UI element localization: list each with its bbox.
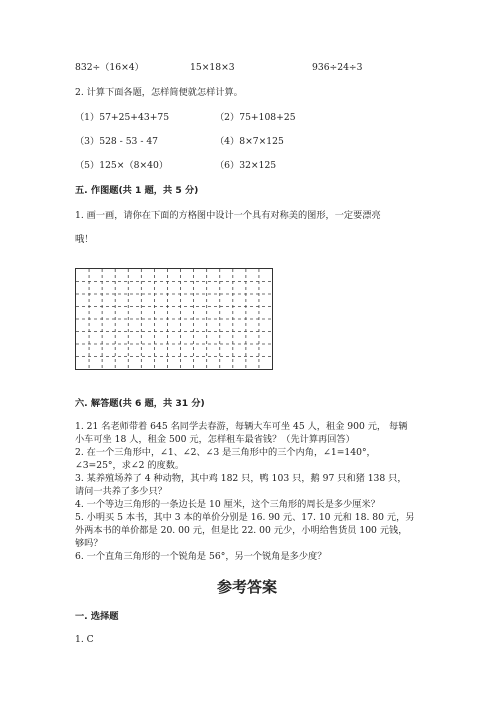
answers-subheading: 一. 选择题 bbox=[75, 611, 119, 622]
expression-3: 936÷24÷3 bbox=[312, 62, 363, 73]
grid-lines bbox=[76, 269, 272, 369]
section-5-heading: 五. 作图题(共 1 题，共 5 分) bbox=[75, 185, 199, 196]
answer-line-2: 小车可坐 18 人，租金 500 元，怎样租车最省钱？（先计算再回答） bbox=[75, 434, 355, 445]
calc-item-3: （3）528 - 53 - 47 bbox=[75, 136, 159, 147]
answer-line-11: 6. 一个直角三角形的一个锐角是 56°，另一个锐角是多少度？ bbox=[75, 551, 327, 562]
calc-item-4: （4）8×7×125 bbox=[215, 136, 284, 147]
section-5-question-line-1: 1. 画一画，请你在下面的方格图中设计一个具有对称美的图形，一定要漂亮 bbox=[75, 210, 381, 221]
expression-1: 832÷（16×4） bbox=[75, 62, 144, 73]
section-5-question-line-2: 哦！ bbox=[75, 234, 94, 245]
answer-line-4: ∠3=25°，求∠2 的度数。 bbox=[75, 460, 185, 471]
expression-2: 15×18×3 bbox=[190, 62, 235, 73]
calc-item-6: （6）32×125 bbox=[215, 160, 277, 171]
answer-1: 1. C bbox=[75, 634, 94, 645]
question-2-prompt: 2. 计算下面各题，怎样简便就怎样计算。 bbox=[75, 87, 243, 98]
calc-item-5: （5）125×（8×40） bbox=[75, 160, 169, 171]
answers-title: 参考答案 bbox=[217, 578, 278, 596]
answer-line-7: 4. 一个等边三角形的一条边长是 10 厘米，这个三角形的周长是多少厘米？ bbox=[75, 499, 380, 510]
answer-line-1: 1. 21 名老师带着 645 名同学去春游，每辆大车可坐 45 人，租金 900 元， 每辆 bbox=[75, 421, 408, 432]
answer-line-8: 5. 小明买 5 本书，其中 3 本的单价分别是 16. 90 元、17. 10 元和 18. 80 元，另 bbox=[75, 512, 415, 523]
answer-line-10: 够吗？ bbox=[75, 538, 103, 549]
answer-line-5: 3. 某养殖场养了 4 种动物，其中鸡 182 只，鸭 103 只，鹅 97 只和猪 138 只， bbox=[75, 473, 407, 484]
answer-line-9: 外两本书的单价都是 20. 00 元，但是比 22. 00 元少，小明给售货员 100 元钱， bbox=[75, 525, 408, 536]
calc-item-1: （1）57+25+43+75 bbox=[75, 112, 170, 123]
calc-item-2: （2）75+108+25 bbox=[215, 112, 296, 123]
answer-line-3: 2. 在一个三角形中，∠1、∠2、∠3 是三角形中的三个内角，∠1=140°， bbox=[75, 447, 376, 458]
answer-line-6: 请问一共养了多少只？ bbox=[75, 486, 167, 497]
drawing-grid[interactable] bbox=[75, 268, 273, 370]
section-6-heading: 六. 解答题(共 6 题，共 31 分) bbox=[75, 398, 205, 409]
